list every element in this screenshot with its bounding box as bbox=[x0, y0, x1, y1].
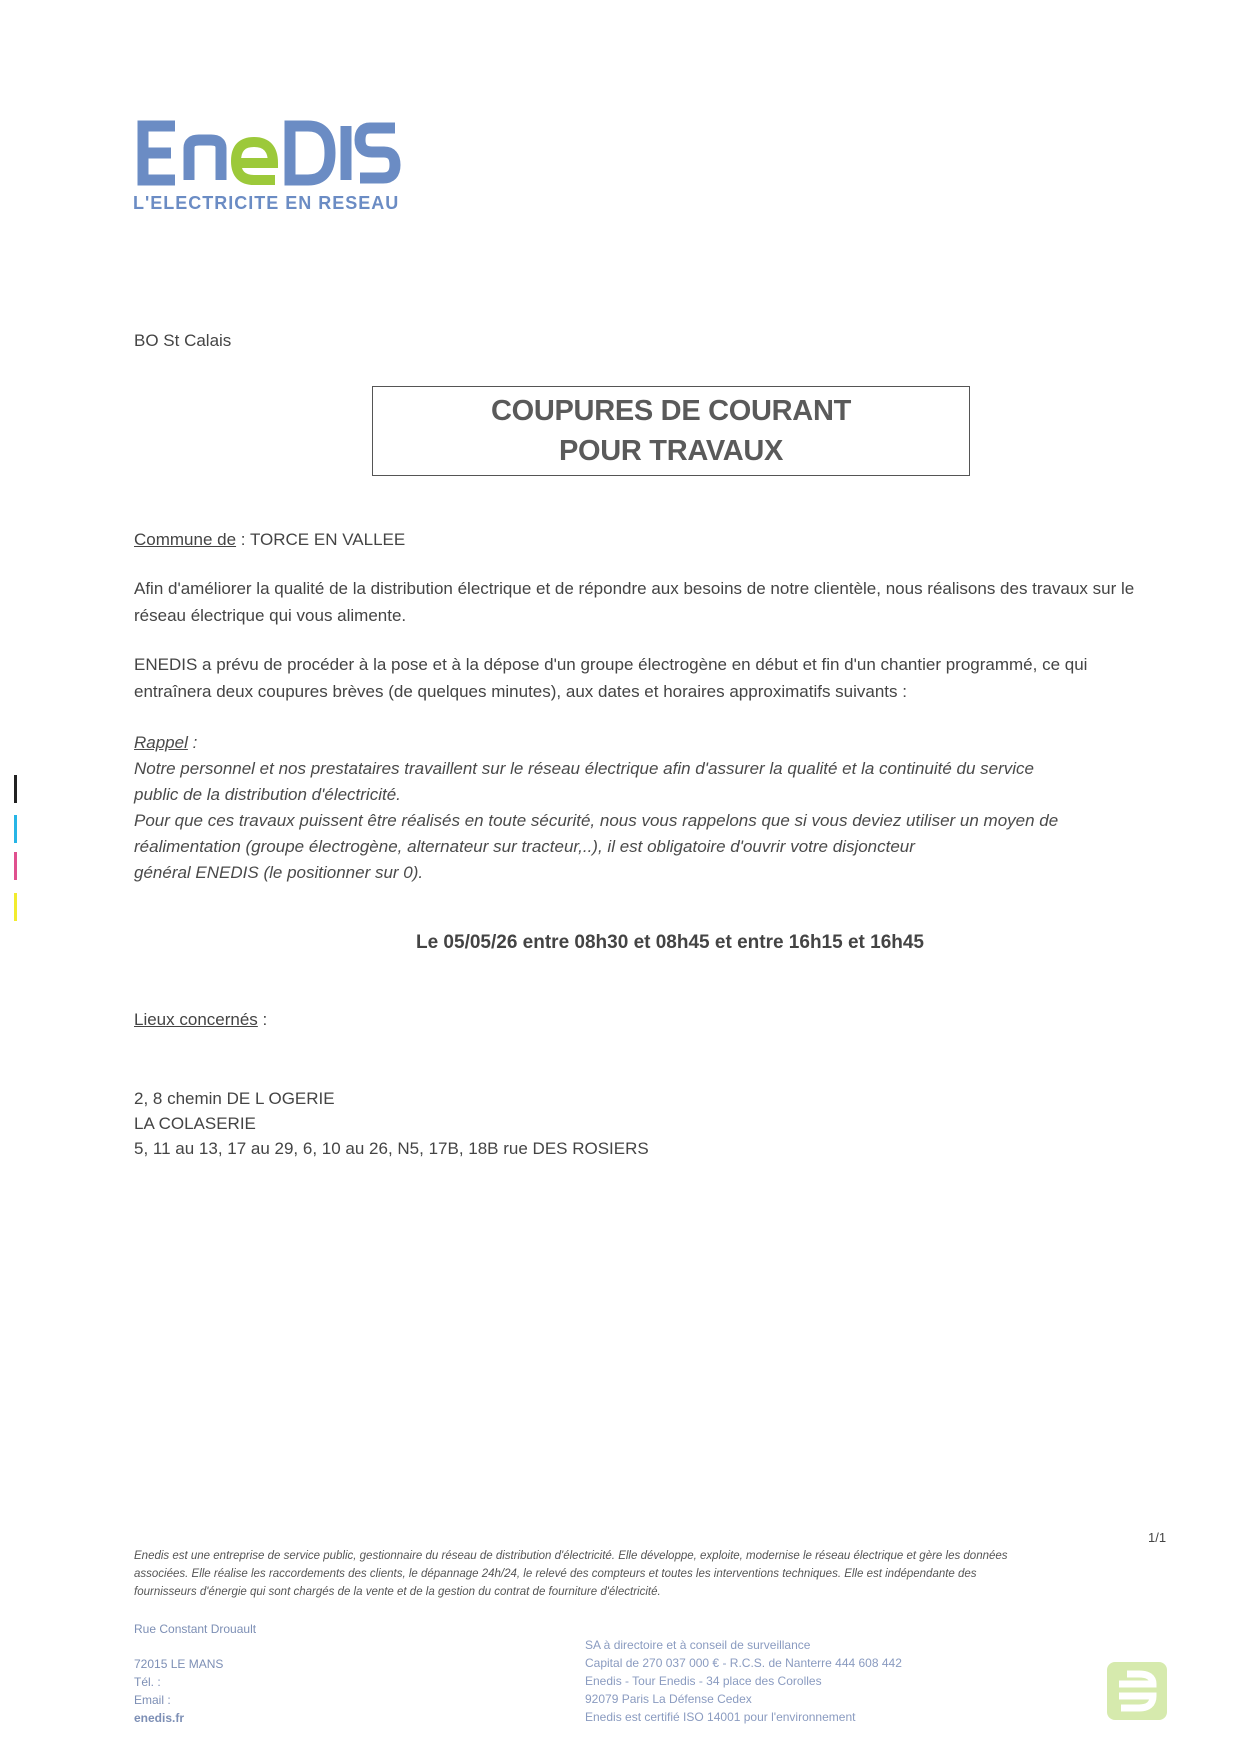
footer-about bbox=[134, 1547, 1154, 1601]
footer-legal-line: Capital de 270 037 000 € - R.C.S. de Nanterre 444 608 442 bbox=[585, 1656, 902, 1670]
rappel-line: Notre personnel et nos prestataires travaillent sur le réseau électrique afin d'assurer la qualité et la continuité du service bbox=[134, 759, 1035, 778]
print-mark-cyan bbox=[14, 815, 17, 843]
commune-separator: : bbox=[236, 530, 250, 549]
rappel-line: réalimentation (groupe électrogène, alternateur sur tracteur,..), il est obligatoire d'ouvrir votre disjoncteur bbox=[134, 837, 915, 856]
footer-legal-line: 92079 Paris La Défense Cedex bbox=[585, 1692, 752, 1706]
rappel-line: général ENEDIS (le positionner sur 0). bbox=[134, 863, 424, 882]
footer-about-line: associées. Elle réalise les raccordements des clients, le dépannage 24h/24, le relevé des compteurs et toutes les interventions techniques. Elle est indépendante des bbox=[134, 1568, 977, 1580]
footer-email: Email : bbox=[134, 1693, 171, 1707]
footer-about-line: Enedis est une entreprise de service public, gestionnaire du réseau de distribution d'électricité. Elle développe, exploite, modernise le réseau électrique et gère les données bbox=[134, 1550, 1008, 1562]
logo-tagline: L'ELECTRICITE EN RESEAU bbox=[133, 193, 400, 213]
lieux-heading bbox=[134, 1010, 267, 1030]
print-mark-magenta bbox=[14, 852, 17, 880]
rappel-suffix: : bbox=[187, 733, 198, 752]
footer-tel: Tél. : bbox=[134, 1675, 161, 1689]
lieux-list bbox=[134, 1086, 649, 1161]
intro-paragraph: Afin d'améliorer la qualité de la distribution électrique et de répondre aux besoins de notre clientèle, nous réalisons des travaux sur le réseau électrique qui vous alimente. bbox=[134, 579, 1135, 625]
rappel-label: Rappel bbox=[134, 733, 188, 752]
page-number: 1/1 bbox=[1148, 1530, 1167, 1545]
agency-name: BO St Calais bbox=[134, 331, 232, 350]
footer-about-line: fournisseurs d'énergie qui sont chargés de la vente et de la gestion du contrat de fourniture d'électricité. bbox=[134, 1586, 661, 1598]
title-line-1: COUPURES DE COURANT bbox=[490, 395, 852, 427]
lieux-item: LA COLASERIE bbox=[134, 1114, 256, 1133]
schedule-line: Le 05/05/26 entre 08h30 et 08h45 et entre 16h15 et 16h45 bbox=[415, 932, 925, 953]
lieux-item: 2, 8 chemin DE L OGERIE bbox=[134, 1089, 335, 1108]
footer-legal-line: Enedis est certifié ISO 14001 pour l'environnement bbox=[585, 1710, 856, 1724]
footer-city: 72015 LE MANS bbox=[134, 1657, 224, 1671]
print-mark-black bbox=[14, 775, 17, 803]
lieux-suffix: : bbox=[257, 1010, 268, 1029]
rappel-line: public de la distribution d'électricité. bbox=[134, 785, 401, 804]
print-mark-yellow bbox=[14, 893, 17, 921]
footer-legal bbox=[585, 1636, 902, 1726]
enedis-logo bbox=[133, 118, 403, 188]
rappel-line: Pour que ces travaux puissent être réalisés en toute sécurité, nous vous rappelons que si vous deviez utiliser un moyen de bbox=[134, 811, 1059, 830]
title-line-2: POUR TRAVAUX bbox=[558, 435, 784, 467]
lieux-label: Lieux concernés bbox=[134, 1010, 258, 1029]
commune-label: Commune de bbox=[134, 530, 237, 549]
footer-legal-line: SA à directoire et à conseil de surveillance bbox=[585, 1638, 811, 1652]
enedis-e-icon bbox=[1105, 1660, 1169, 1722]
commune-value: TORCE EN VALLEE bbox=[249, 530, 406, 549]
notice-paragraph: ENEDIS a prévu de procéder à la pose et à la dépose d'un groupe électrogène en début et fin d'un chantier programmé, ce qui entraînera deux coupures brèves (de quelques minutes), aux dates et horaires approximatifs suivants : bbox=[134, 655, 1088, 701]
title-box bbox=[372, 386, 970, 476]
rappel-heading bbox=[134, 730, 1174, 756]
footer-street: Rue Constant Drouault bbox=[134, 1622, 257, 1636]
lieux-item: 5, 11 au 13, 17 au 29, 6, 10 au 26, N5, 17B, 18B rue DES ROSIERS bbox=[134, 1139, 649, 1158]
footer-legal-line: Enedis - Tour Enedis - 34 place des Corolles bbox=[585, 1674, 822, 1688]
rappel-block bbox=[134, 730, 1174, 886]
footer-website[interactable]: enedis.fr bbox=[134, 1711, 185, 1725]
commune-line bbox=[134, 530, 405, 550]
